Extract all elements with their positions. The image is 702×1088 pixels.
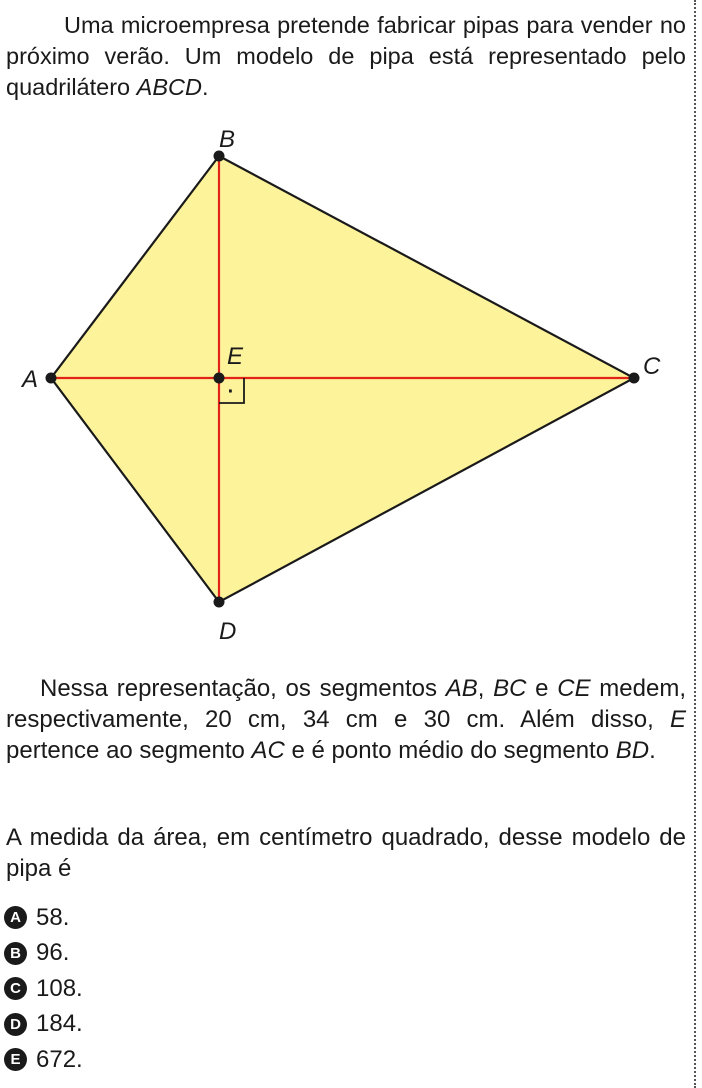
intro-shape-name: ABCD	[136, 74, 202, 100]
alternative-b[interactable]	[4, 936, 83, 972]
segment-ac: AC	[251, 737, 285, 764]
alternative-c-text: 108.	[36, 974, 83, 1002]
alternative-e-text: 672.	[36, 1045, 83, 1073]
segment-bd: BD	[615, 737, 650, 764]
label-c: C	[643, 353, 661, 380]
segments-text: .	[649, 737, 656, 764]
alternative-d-text: 184.	[36, 1010, 83, 1038]
segments-text: ,	[477, 675, 494, 702]
segment-ce: CE	[557, 675, 591, 702]
kite-figure	[0, 122, 702, 652]
point-e-dot	[214, 373, 225, 384]
segment-bc: BC	[493, 675, 527, 702]
vertex-c-dot	[629, 373, 640, 384]
alternative-b-text: 96.	[36, 939, 70, 967]
segments-paragraph	[6, 673, 686, 766]
vertex-d-dot	[214, 597, 225, 608]
segment-ab: AB	[445, 675, 478, 702]
label-b: B	[219, 126, 236, 153]
alternative-e-letter: E	[4, 1048, 27, 1071]
alternative-a-letter: A	[4, 906, 27, 929]
point-e-ref: E	[669, 706, 686, 733]
alternative-d[interactable]	[4, 1007, 83, 1043]
alternative-a-text: 58.	[36, 903, 70, 931]
intro-text-end: .	[201, 74, 209, 100]
alternative-a[interactable]	[4, 900, 83, 936]
alternatives-list	[4, 900, 83, 1078]
alternative-d-letter: D	[4, 1013, 27, 1036]
label-a: A	[22, 366, 39, 393]
label-e: E	[227, 343, 244, 370]
segments-text: Nessa representação, os segmentos	[40, 675, 446, 702]
alternative-c[interactable]	[4, 971, 83, 1007]
intro-text: Uma microempresa pretende fabricar pipas para vender no próximo verão. Um modelo de pipa está representado pelo quadrilátero	[6, 12, 686, 100]
vertex-a-dot	[46, 373, 57, 384]
right-angle-dot: ·	[227, 381, 235, 403]
alternative-e[interactable]	[4, 1042, 83, 1078]
segments-text: e é ponto médio do segmento	[284, 737, 616, 764]
intro-paragraph	[6, 10, 686, 103]
segments-text: pertence ao segmento	[6, 737, 252, 764]
segments-text: medem, respectivamente, 20 cm, 34 cm e 30 cm. Além disso,	[6, 675, 686, 733]
segments-text: e	[526, 675, 558, 702]
label-d: D	[219, 618, 237, 645]
alternative-b-letter: B	[4, 942, 27, 965]
question-stem: A medida da área, em centímetro quadrado, desse modelo de pipa é	[6, 824, 686, 882]
alternative-c-letter: C	[4, 977, 27, 1000]
